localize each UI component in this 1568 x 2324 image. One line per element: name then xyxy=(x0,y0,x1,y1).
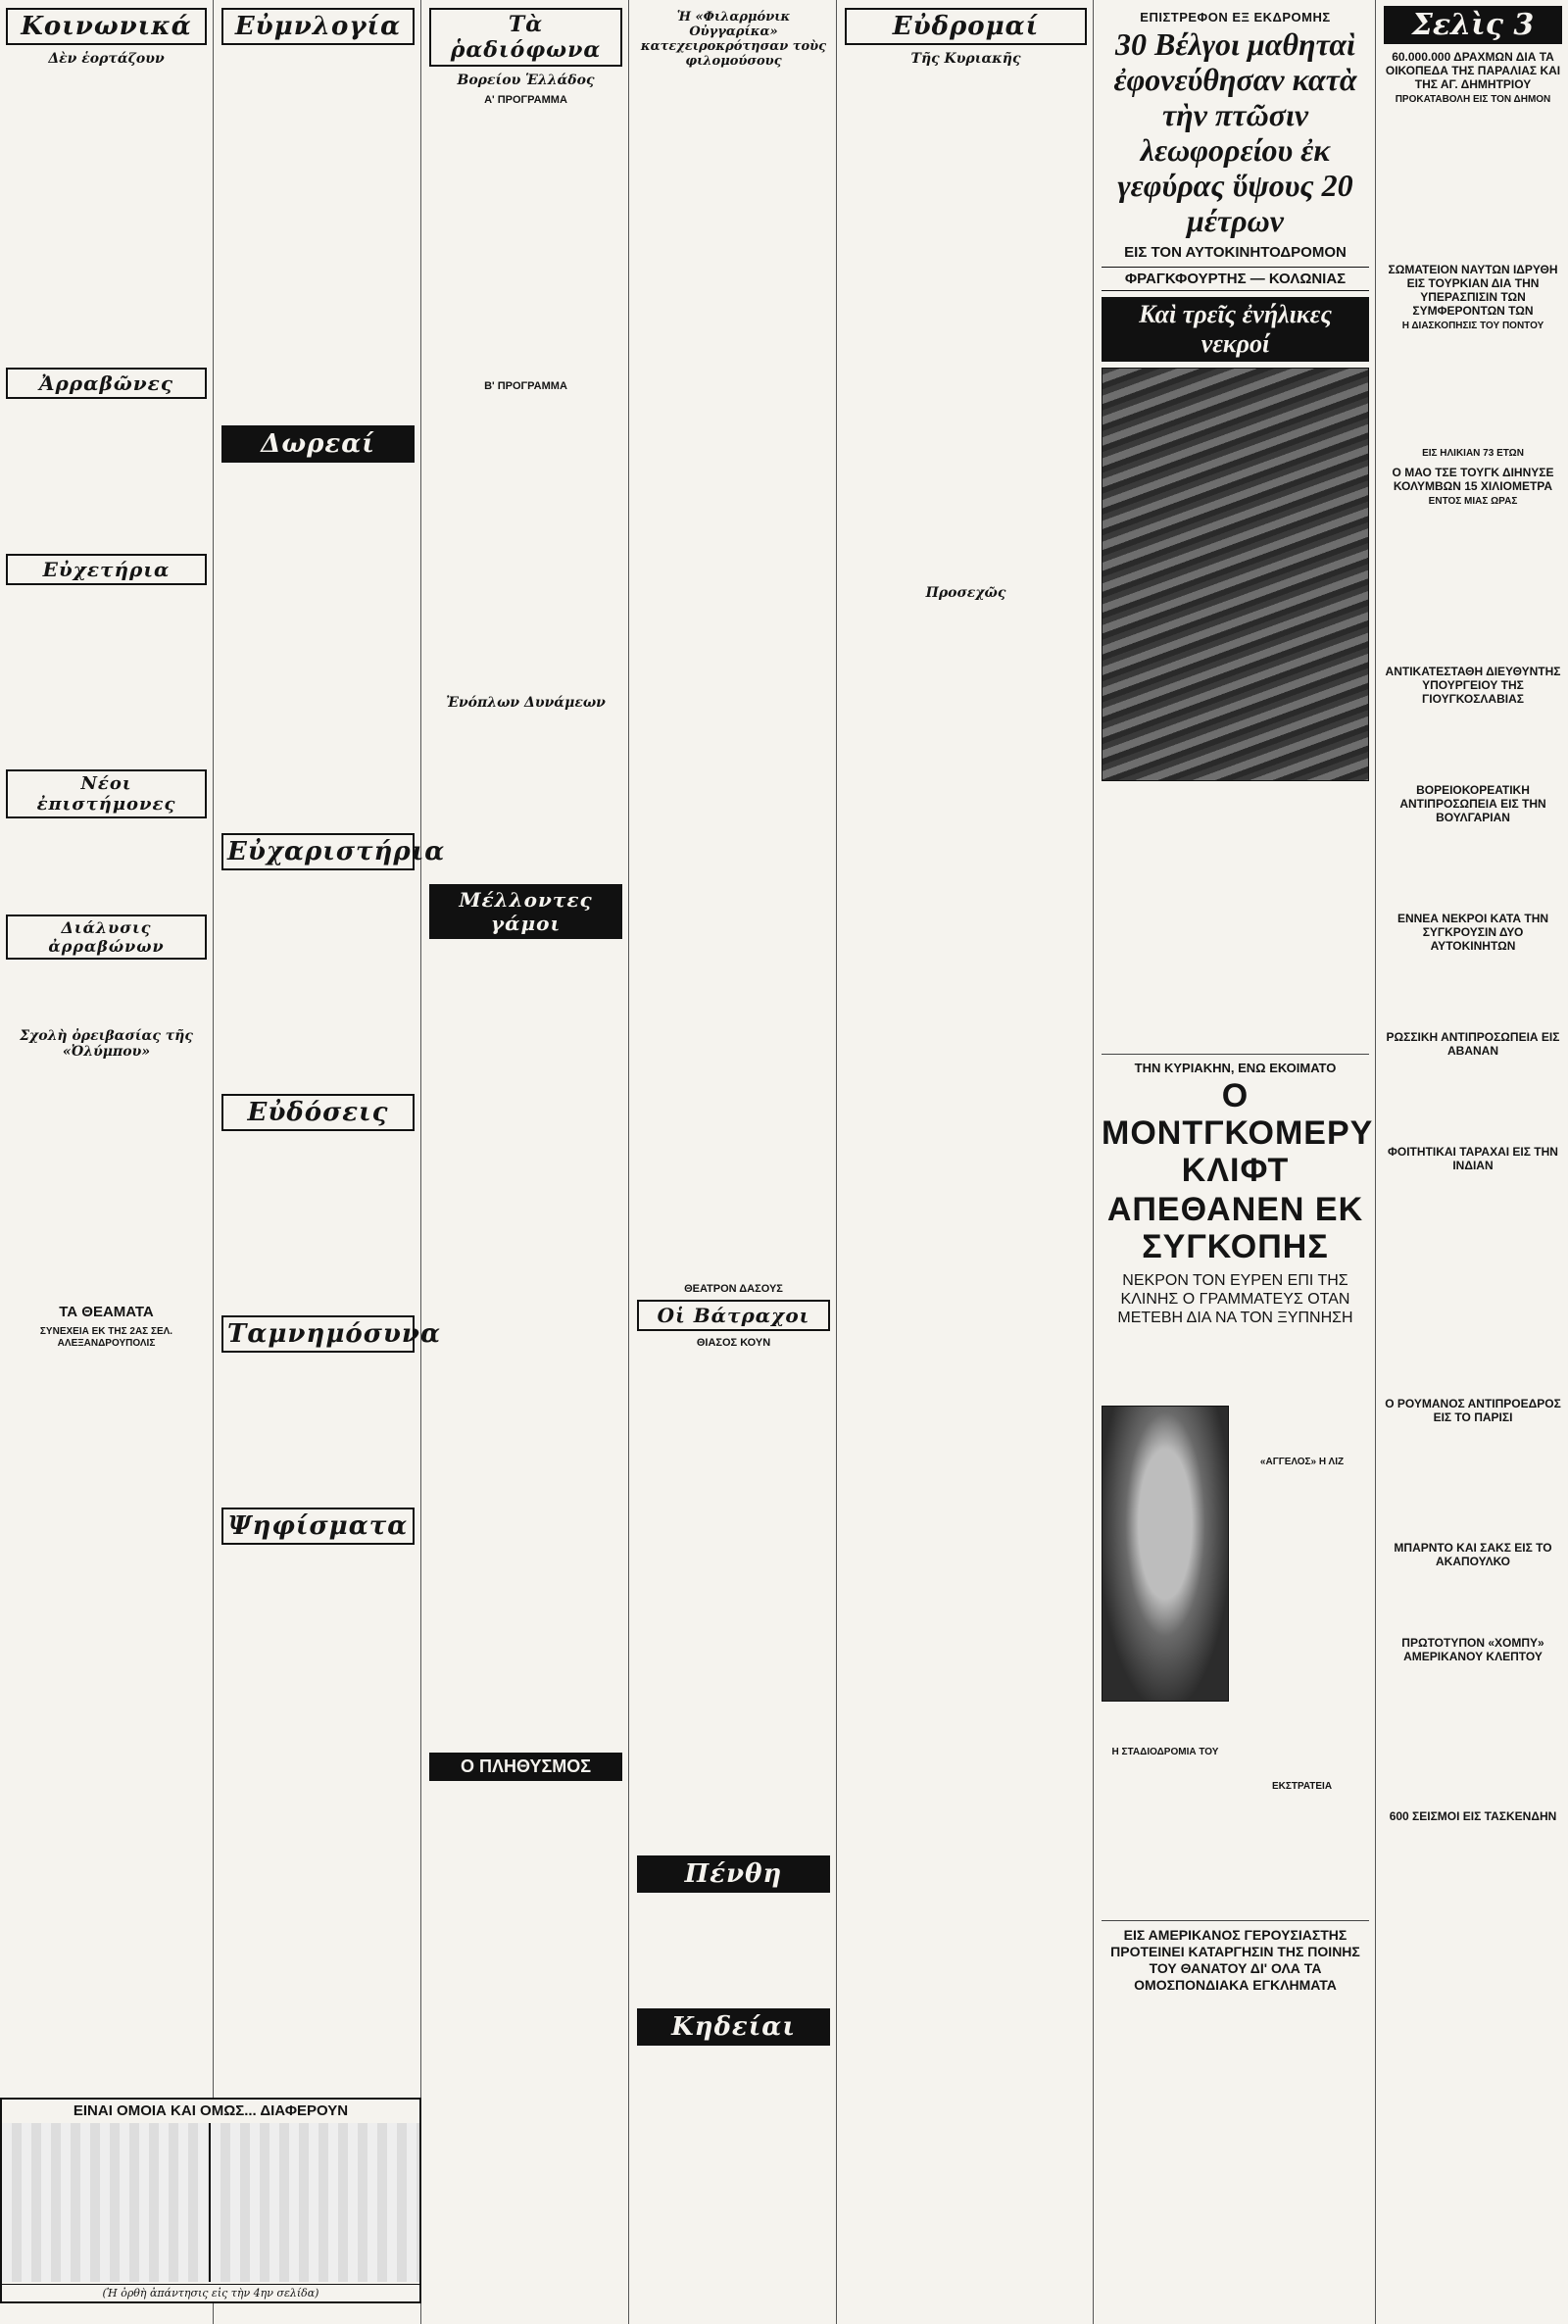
article-body xyxy=(1384,1666,1562,1804)
subhead-armed-forces: Ἐνόπλων Δυνάμεων xyxy=(446,695,606,712)
column-lead-story xyxy=(1096,0,1376,2324)
article-body xyxy=(429,943,622,1747)
section-heading-mourning: Πένθη xyxy=(637,1855,830,1893)
brief-headline: ΑΝΤΙΚΑΤΕΣΤΑΘΗ ΔΙΕΥΘΥΝΤΗΣ ΥΠΟΥΡΓΕΙΟΥ ΤΗΣ ΓΙΟΥΓΚΟΣΛΑΒΙΑΣ xyxy=(1385,665,1561,706)
column-news-briefs xyxy=(1378,0,1568,2324)
article-body xyxy=(6,70,207,364)
section-heading-excursions: Εὐδρομαί xyxy=(845,8,1087,45)
column-notices xyxy=(216,0,446,2324)
spot-the-difference-cartoon xyxy=(0,2098,421,2303)
divider xyxy=(1102,1920,1369,1921)
section-heading-social: Κοινωνικά xyxy=(6,8,207,45)
clift-subheading: ΝΕΚΡΟΝ ΤΟΝ ΕΥΡΕΝ ΕΠΙ ΤΗΣ ΚΛΙΝΗΣ Ο ΓΡΑΜΜΑΤΕΥΣ ΟΤΑΝ ΜΕΤΕΒΗ ΔΙΑ ΝΑ ΤΟΝ ΞΥΠΝΗΣΗ xyxy=(1117,1272,1353,1326)
section-heading-new-scientists: Νέοι ἐπιστήμονες xyxy=(6,769,207,818)
article-body xyxy=(6,1352,207,1959)
cartoon-headline: ΕΙΝΑΙ ΟΜΟΙΑ ΚΑΙ ΟΜΩΣ... ΔΙΑΦΕΡΟΥΝ xyxy=(2,2100,419,2124)
senate-headline: ΕΙΣ ΑΜΕΡΙΚΑΝΟΣ ΓΕΡΟΥΣΙΑΣΤΗΣ ΠΡΟΤΕΙΝΕΙ ΚΑΤΑΡΓΗΣΙΝ ΤΗΣ ΠΟΙΝΗΣ ΤΟΥ ΘΑΝΑΤΟΥ ΔΙ' ΟΛΑ ΤΑ ΟΜΟΣΠΟΝΔΙΑΚΑ ΕΓΚΛΗΜΑΤΑ xyxy=(1110,1927,1360,1993)
brief-headline: Ο ΜΑΟ ΤΣΕ ΤΟΥΓΚ ΔΙΗΝΥΣΕ ΚΟΛΥΜΒΩΝ 15 ΧΙΛΙΟΜΕΤΡΑ xyxy=(1392,466,1554,493)
article-body xyxy=(1384,1061,1562,1139)
section-heading-blessing: Εὐμνλογία xyxy=(221,8,415,45)
section-heading-thanks: Εὐχαριστήρια xyxy=(221,833,415,870)
program-b-heading: Β' ΠΡΟΓΡΑΜΜΑ xyxy=(484,379,567,392)
subhead-sunday: Τῆς Κυριακῆς xyxy=(910,51,1021,67)
brief-headline: ΣΩΜΑΤΕΙΟΝ ΝΑΥΤΩΝ ΙΔΡΥΘΗ ΕΙΣ ΤΟΥΡΚΙΑΝ ΔΙΑ ΤΗΝ ΥΠΕΡΑΣΠΙΣΙΝ ΤΩΝ ΣΥΜΦΕΡΟΝΤΩΝ ΤΩΝ xyxy=(1388,263,1558,318)
subhead-not-celebrating: Δὲν ἑορτάζουν xyxy=(48,51,165,67)
brief-kicker: ΕΙΣ ΗΛΙΚΙΑΝ 73 ΕΤΩΝ xyxy=(1422,448,1524,459)
article-body xyxy=(6,403,207,550)
article-body xyxy=(429,110,622,374)
article-body xyxy=(429,395,622,689)
article-body xyxy=(429,714,622,880)
article-body xyxy=(1384,512,1562,659)
column-excursions xyxy=(839,0,1094,2324)
brief-headline: ΠΡΩΤΟΤΥΠΟΝ «ΧΟΜΠΥ» ΑΜΕΡΙΚΑΝΟΥ ΚΛΕΠΤΟΥ xyxy=(1401,1636,1544,1663)
cartoon-caption: (Ἡ ὀρθὴ ἀπάντησις εἰς τὴν 4ην σελίδα) xyxy=(2,2284,419,2301)
article-body xyxy=(6,589,207,766)
article-body xyxy=(1384,709,1562,777)
brief-headline: ΡΩΣΣΙΚΗ ΑΝΤΙΠΡΟΣΩΠΕΙΑ ΕΙΣ ΑΒΑΝΑΝ xyxy=(1386,1030,1560,1058)
article-body xyxy=(845,604,1087,2270)
clift-headline-1: Ο ΜΟΝΤΓΚΟΜΕΡΥ ΚΛΙΦΤ xyxy=(1102,1077,1374,1189)
brief-headline: ΜΠΑΡΝΤΟ ΚΑΙ ΣΑΚΣ ΕΙΣ ΤΟ ΑΚΑΠΟΥΛΚΟ xyxy=(1394,1541,1552,1568)
cartoon-panel-left xyxy=(2,2123,211,2282)
lead-headline: 30 Βέλγοι μαθηταὶ ἐφονεύθησαν κατὰ τὴν πτῶσιν λεωφορείου ἐκ γεφύρας ὕψους 20 μέτρων xyxy=(1113,26,1357,238)
section-heading-memorials: Ταμνημόσυνα xyxy=(221,1315,415,1353)
article-body xyxy=(221,467,415,829)
career-heading: Η ΣΤΑΔΙΟΔΡΟΜΙΑ ΤΟΥ xyxy=(1111,1747,1219,1757)
photo-caption xyxy=(1102,1702,1229,1741)
article-body xyxy=(221,49,415,421)
article-body xyxy=(1384,956,1562,1024)
clift-portrait-photo xyxy=(1102,1406,1229,1702)
article-body xyxy=(1384,1427,1562,1535)
subhead-upcoming: Προσεχῶς xyxy=(925,585,1006,601)
article-body xyxy=(1102,1761,1229,1908)
column-social xyxy=(0,0,214,2324)
lead-banner: Καὶ τρεῖς ἐνήλικες νεκροί xyxy=(1102,297,1369,362)
photo-caption xyxy=(1102,781,1369,830)
page-number-label: Σελὶς 3 xyxy=(1384,6,1562,44)
brief-subheading: ΠΡΟΚΑΤΑΒΟΛΗ ΕΙΣ ΤΟΝ ΔΗΜΟΝ xyxy=(1395,94,1551,105)
article-body xyxy=(845,70,1087,579)
article-body xyxy=(1384,1175,1562,1391)
section-heading-funerals: Κηδείαι xyxy=(637,2008,830,2046)
column-radio xyxy=(423,0,629,2324)
lead-subheading-1: ΕΙΣ ΤΟΝ ΑΥΤΟΚΙΝΗΤΟΔΡΟΜΟΝ xyxy=(1124,244,1347,261)
section-heading-radio: Τὰ ῥαδιόφωνα xyxy=(429,8,622,67)
column-concert xyxy=(631,0,837,2324)
article-body xyxy=(221,1135,415,1311)
brief-headline: ΕΝΝΕΑ ΝΕΚΡΟΙ ΚΑΤΑ ΤΗΝ ΣΥΓΚΡΟΥΣΙΝ ΔΥΟ ΑΥΤΟΚΙΝΗΤΩΝ xyxy=(1396,912,1549,953)
article-body xyxy=(1102,1333,1229,1402)
liz-angel-heading: «ΑΓΓΕΛΟΣ» Η ΛΙΖ xyxy=(1259,1457,1345,1467)
subhead-northern-greece: Βορείου Ἑλλάδος xyxy=(457,73,595,88)
article-body xyxy=(6,964,207,1022)
brief-headline: Ο ΡΟΥΜΑΝΟΣ ΑΝΤΙΠΡΟΕΔΡΟΣ ΕΙΣ ΤΟ ΠΑΡΙΣΙ xyxy=(1385,1397,1561,1424)
brief-headline: ΦΟΙΤΗΤΙΚΑΙ ΤΑΡΑΧΑΙ ΕΙΣ ΤΗΝ ΙΝΔΙΑΝ xyxy=(1388,1145,1558,1172)
article-body xyxy=(221,1549,415,1745)
lead-subheading-2: ΦΡΑΓΚΦΟΥΡΤΗΣ — ΚΟΛΩΝΙΑΣ xyxy=(1102,267,1369,291)
clift-kicker: ΤΗΝ ΚΥΡΙΑΚΗΝ, ΕΝΩ ΕΚΟΙΜΑΤΟ xyxy=(1134,1061,1337,1075)
section-heading-future-weddings: Μέλλοντες γάμοι xyxy=(429,884,622,939)
bus-crash-photo xyxy=(1102,368,1369,781)
article-body xyxy=(1384,1571,1562,1630)
program-a-heading: Α' ΠΡΟΓΡΑΜΜΑ xyxy=(484,94,567,106)
section-heading-shows: ΤΑ ΘΕΑΜΑΤΑ xyxy=(59,1304,154,1320)
section-heading-population: Ο ΠΛΗΘΥΣΜΟΣ xyxy=(429,1753,622,1781)
brief-headline: ΒΟΡΕΙΟΚΟΡΕΑΤΙΚΗ ΑΝΤΙΠΡΟΣΩΠΕΙΑ ΕΙΣ ΤΗΝ ΒΟΥΛΓΑΡΙΑΝ xyxy=(1399,783,1546,824)
article-body xyxy=(1235,1471,1369,1775)
article-body xyxy=(1384,827,1562,906)
troupe-label: ΘΙΑΣΟΣ ΚΟΥΝ xyxy=(696,1336,771,1349)
article-body xyxy=(221,874,415,1090)
section-heading-greetings: Εὐχετήρια xyxy=(6,554,207,585)
section-heading-engagements: Ἀρραβῶνες xyxy=(6,368,207,399)
subhead-shows-continued: ΣΥΝΕΧΕΙΑ ΕΚ ΤΗΣ 2ΑΣ ΣΕΛ. ΑΛΕΞΑΝΔΡΟΥΠΟΛΙΣ xyxy=(39,1326,173,1349)
section-heading-resolutions: Ψηφίσματα xyxy=(221,1508,415,1545)
section-heading-donations: Δωρεαί xyxy=(221,425,415,463)
brief-subheading: ΕΝΤΟΣ ΜΙΑΣ ΩΡΑΣ xyxy=(1428,496,1518,507)
article-body xyxy=(637,1897,830,2004)
article-body xyxy=(1384,110,1562,257)
article-body xyxy=(1235,1795,1369,1912)
theatre-label: ΘΕΑΤΡΟΝ ΔΑΣΟΥΣ xyxy=(684,1283,783,1295)
lead-kicker: ΕΠΙΣΤΡΕΦΟΝ ΕΞ ΕΚΔΡΟΜΗΣ xyxy=(1140,10,1331,25)
brief-headline: 60.000.000 ΔΡΑΧΜΩΝ ΔΙΑ ΤΑ ΟΙΚΟΠΕΔΑ ΤΗΣ ΠΑΡΑΛΙΑΣ ΚΑΙ ΤΗΣ ΑΓ. ΔΗΜΗΤΡΙΟΥ xyxy=(1385,50,1561,91)
headline-frogs: Οἱ Βάτραχοι xyxy=(637,1300,830,1331)
article-body xyxy=(6,1063,207,1298)
article-body xyxy=(1102,2000,1369,2313)
cartoon-panel-right xyxy=(211,2123,419,2282)
article-body xyxy=(1384,1826,1562,1904)
article-body xyxy=(1102,834,1369,1050)
headline-philharmonic: Ἡ «Φιλαρμόνικ Οὐγγαρίκα» κατεχειροκρότησαν τοὺς φιλομούσους xyxy=(640,10,827,69)
article-body xyxy=(1384,336,1562,444)
subhead-climbing-school: Σχολὴ ὀρειβασίας τῆς «Ὀλύμπου» xyxy=(20,1028,193,1060)
section-heading-dowries: Εὐδόσεις xyxy=(221,1094,415,1131)
article-body xyxy=(1235,1333,1369,1451)
divider xyxy=(1102,1054,1369,1055)
clift-headline-2: ΑΠΕΘΑΝΕΝ ΕΚ ΣΥΓΚΟΠΗΣ xyxy=(1106,1191,1364,1265)
brief-headline: 600 ΣΕΙΣΜΟΙ ΕΙΣ ΤΑΣΚΕΝΔΗΝ xyxy=(1389,1809,1557,1823)
article-body xyxy=(6,822,207,911)
article-body xyxy=(637,2050,830,2304)
article-body xyxy=(637,1352,830,1852)
article-body xyxy=(221,1357,415,1504)
section-heading-broken-engagements: Διάλυσις ἀρραβώνων xyxy=(6,915,207,960)
brief-subheading: Η ΔΙΑΣΚΟΠΗΣΙΣ ΤΟΥ ΠΟΝΤΟΥ xyxy=(1401,321,1544,331)
campaign-heading: ΕΚΣΤΡΑΤΕΙΑ xyxy=(1271,1780,1333,1792)
article-body xyxy=(637,72,830,1277)
